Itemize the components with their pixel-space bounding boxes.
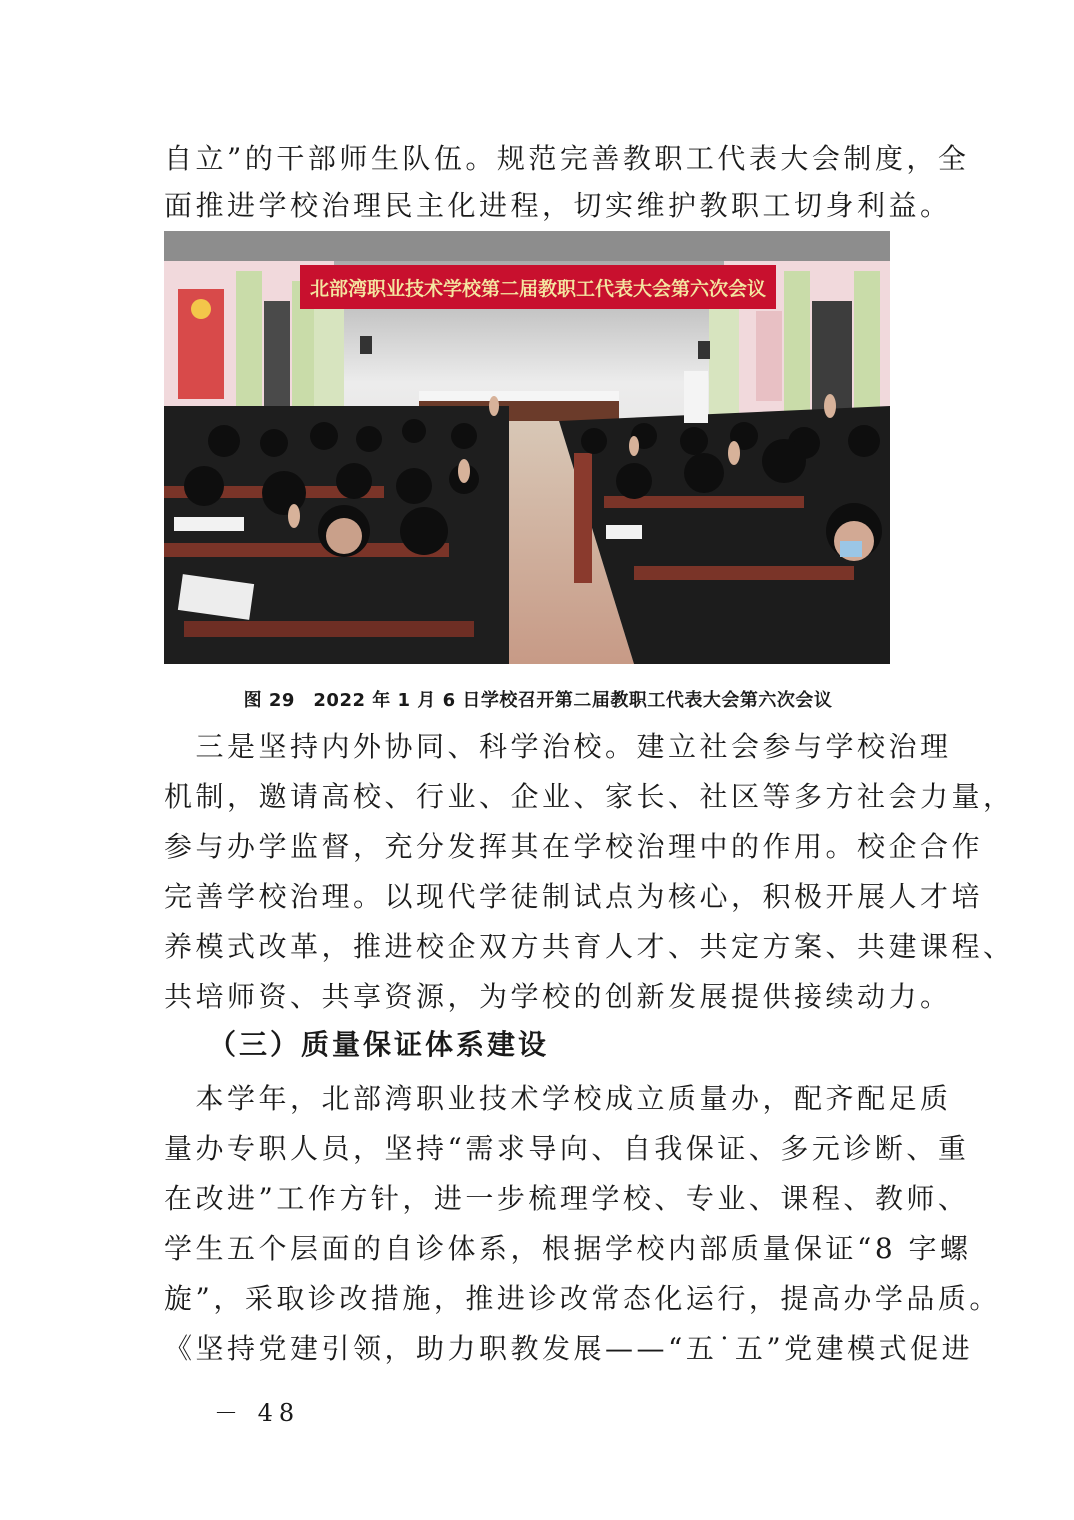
body-text-line: 自立”的干部师生队伍。规范完善教职工代表大会制度，全 (164, 142, 970, 175)
section-heading: （三）质量保证体系建设 (208, 1028, 550, 1061)
body-text-line: 完善学校治理。以现代学徒制试点为核心，积极开展人才培 (164, 880, 984, 913)
body-text-line: 旋”，采取诊改措施，推进诊改常态化运行，提高办学品质。 (164, 1282, 1001, 1315)
banner-text: 北部湾职业技术学校第二届教职工代表大会第六次会议 (309, 278, 767, 300)
body-text-line: 共培师资、共享资源，为学校的创新发展提供接续动力。 (164, 980, 952, 1013)
body-text-line: 机制，邀请高校、行业、企业、家长、社区等多方社会力量， (164, 780, 1015, 813)
body-text-line: 《坚持党建引领，助力职教发展——“五˙五”党建模式促进 (164, 1332, 974, 1365)
body-text-line: 学生五个层面的自诊体系，根据学校内部质量保证“8 字螺 (164, 1232, 972, 1265)
body-text-line: 本学年，北部湾职业技术学校成立质量办，配齐配足质 (164, 1082, 952, 1115)
body-text-line: 参与办学监督，充分发挥其在学校治理中的作用。校企合作 (164, 830, 984, 863)
body-text-line: 养模式改革，推进校企双方共育人才、共定方案、共建课程、 (164, 930, 1015, 963)
page-number: － 48 (214, 1399, 301, 1427)
figure-caption: 图 29 2022 年 1 月 6 日学校召开第二届教职工代表大会第六次会议 (243, 690, 833, 711)
body-text-line: 在改进”工作方针，进一步梳理学校、专业、课程、教师、 (164, 1182, 970, 1215)
body-text-line: 量办专职人员，坚持“需求导向、自我保证、多元诊断、重 (164, 1132, 970, 1165)
body-text-line: 面推进学校治理民主化进程，切实维护教职工切身利益。 (164, 189, 952, 222)
meeting-hall-illustration (164, 231, 890, 664)
body-text-line: 三是坚持内外协同、科学治校。建立社会参与学校治理 (164, 730, 952, 763)
meeting-photo (164, 231, 890, 664)
